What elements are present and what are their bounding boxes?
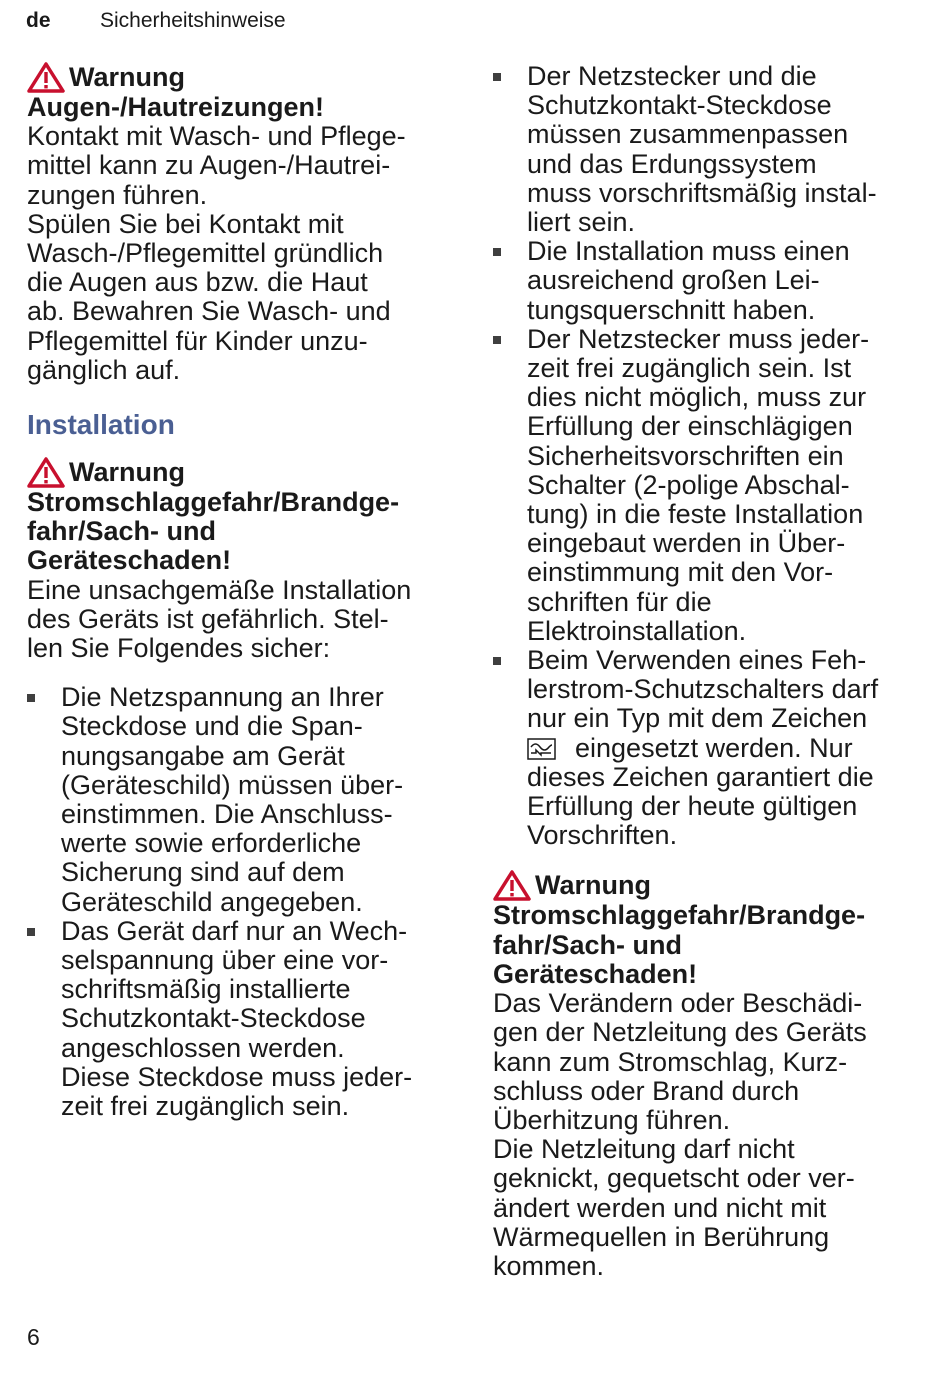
text-line: len Sie Folgendes sicher: bbox=[27, 633, 331, 664]
text-line: müssen zusammenpassen bbox=[527, 119, 849, 150]
text-line: Steckdose und die Span- bbox=[61, 711, 363, 742]
warning-body bbox=[27, 122, 467, 385]
text-line: Der Netzstecker muss jeder- bbox=[527, 323, 870, 354]
text-line: und das Erdungssystem bbox=[527, 148, 817, 179]
installation-list-left bbox=[27, 683, 467, 1121]
list-item bbox=[493, 237, 933, 325]
text-line: zungen führen. bbox=[27, 179, 208, 210]
right-column bbox=[493, 62, 933, 1281]
language-code: de bbox=[26, 9, 51, 32]
text-line: Kontakt mit Wasch- und Pflege- bbox=[27, 121, 406, 152]
text-line: selspannung über eine vor- bbox=[61, 945, 389, 976]
list-item bbox=[493, 646, 933, 850]
text-line: liert sein. bbox=[527, 207, 636, 238]
text-line: einstimmen. Die Anschluss- bbox=[61, 799, 393, 830]
warning-title-text: Warnung bbox=[69, 456, 185, 487]
text-line: fahr/Sach- und bbox=[493, 929, 683, 960]
text-line: angeschlossen werden. bbox=[61, 1032, 345, 1063]
text-line: Wärmequellen in Berührung bbox=[493, 1221, 830, 1252]
text-line: Das Gerät darf nur an Wech- bbox=[61, 915, 408, 946]
text-line: muss vorschriftsmäßig instal- bbox=[527, 177, 877, 208]
text-line: kann zum Stromschlag, Kurz- bbox=[493, 1046, 848, 1077]
text-line: Stromschlaggefahr/Brandge- bbox=[27, 487, 400, 518]
warning-electric-shock bbox=[27, 457, 467, 663]
installation-list-right bbox=[493, 62, 933, 850]
text-line: nungsangabe am Gerät bbox=[61, 740, 345, 771]
left-column bbox=[27, 62, 467, 1121]
page-number: 6 bbox=[27, 1324, 40, 1350]
text-line: ab. Bewahren Sie Wasch- und bbox=[27, 296, 391, 327]
text-line: zeit frei zugänglich sein. Ist bbox=[527, 353, 852, 384]
list-item bbox=[27, 683, 467, 917]
text-line: des Geräts ist gefährlich. Stel- bbox=[27, 603, 389, 634]
text-line: gänglich auf. bbox=[27, 354, 181, 385]
text-line: dieses Zeichen garantiert die bbox=[527, 761, 874, 792]
text-line: dies nicht möglich, muss zur bbox=[527, 382, 867, 413]
rcd-type-symbol-icon bbox=[527, 738, 571, 760]
warning-title bbox=[493, 870, 933, 901]
text-line: die Augen aus bzw. die Haut bbox=[27, 267, 368, 298]
text-line bbox=[527, 734, 933, 763]
text-line: Geräteschaden! bbox=[27, 545, 232, 576]
text-line: geknickt, gequetscht oder ver- bbox=[493, 1163, 855, 1194]
text-line: schluss oder Brand durch bbox=[493, 1075, 800, 1106]
text-line: tungsquerschnitt haben. bbox=[527, 294, 816, 325]
text-line: Stromschlaggefahr/Brandge- bbox=[493, 900, 866, 931]
text-line: fahr/Sach- und bbox=[27, 516, 217, 547]
text-line: tung) in die feste Installation bbox=[527, 499, 864, 530]
list-item bbox=[27, 917, 467, 1121]
text-line: werte sowie erforderliche bbox=[61, 828, 362, 859]
text-line: Schutzkontakt-Steckdose bbox=[527, 90, 832, 121]
text-line: Geräteschaden! bbox=[493, 958, 698, 989]
text-line: Überhitzung führen. bbox=[493, 1104, 731, 1135]
text-segment: eingesetzt werden. Nur bbox=[575, 732, 853, 763]
warning-power-cord bbox=[493, 870, 933, 1281]
text-line: einstimmung mit den Vor- bbox=[527, 557, 834, 588]
text-line: Pflegemittel für Kinder unzu- bbox=[27, 325, 368, 356]
text-line: Vorschriften. bbox=[527, 820, 678, 851]
text-line: Die Netzspannung an Ihrer bbox=[61, 682, 384, 713]
text-line: Der Netzstecker und die bbox=[527, 61, 817, 91]
text-line: Sicherheitsvorschriften ein bbox=[527, 440, 844, 471]
text-line: Erfüllung der einschlägigen bbox=[527, 411, 853, 442]
text-line: Beim Verwenden eines Feh- bbox=[527, 645, 867, 676]
section-title-installation: Installation bbox=[27, 409, 175, 441]
text-line: Geräteschild angegeben. bbox=[61, 886, 363, 917]
warning-subtitle bbox=[493, 901, 933, 989]
text-line: Eine unsachgemäße Installation bbox=[27, 574, 412, 605]
text-line: Die Netzleitung darf nicht bbox=[493, 1134, 795, 1165]
text-line: gen der Netzleitung des Geräts bbox=[493, 1017, 867, 1048]
page-header bbox=[26, 8, 286, 34]
warning-triangle-icon bbox=[493, 870, 531, 901]
text-line: Diese Steckdose muss jeder- bbox=[61, 1061, 413, 1092]
warning-triangle-icon bbox=[27, 62, 65, 93]
warning-title-text: Warnung bbox=[69, 61, 185, 92]
warning-subtitle bbox=[27, 488, 467, 576]
text-line: zeit frei zugänglich sein. bbox=[61, 1091, 350, 1122]
warning-body bbox=[27, 576, 467, 664]
text-line: Das Verändern oder Beschädi- bbox=[493, 988, 863, 1019]
warning-title bbox=[27, 457, 467, 488]
text-line: Elektroinstallation. bbox=[527, 615, 747, 646]
text-line: schriftsmäßig installierte bbox=[61, 974, 351, 1005]
text-line: (Geräteschild) müssen über- bbox=[61, 769, 404, 800]
warning-title-text: Warnung bbox=[535, 870, 651, 901]
text-line: Schalter (2-polige Abschal- bbox=[527, 469, 850, 500]
warning-triangle-icon bbox=[27, 457, 65, 488]
text-line: mittel kann zu Augen-/Hautrei- bbox=[27, 150, 391, 181]
text-line: eingebaut werden in Über- bbox=[527, 528, 846, 559]
text-line: ausreichend großen Lei- bbox=[527, 265, 820, 296]
text-line: lerstrom-Schutzschalters darf bbox=[527, 674, 879, 705]
warning-eye-skin bbox=[27, 62, 467, 385]
list-item bbox=[493, 62, 933, 237]
text-line: schriften für die bbox=[527, 586, 712, 617]
text-line: kommen. bbox=[493, 1250, 605, 1281]
warning-title bbox=[27, 62, 467, 93]
section-label: Sicherheitshinweise bbox=[100, 9, 286, 32]
list-item bbox=[493, 325, 933, 646]
text-line: Die Installation muss einen bbox=[527, 236, 850, 267]
text-line: Sicherung sind auf dem bbox=[61, 857, 345, 888]
text-line: ändert werden und nicht mit bbox=[493, 1192, 827, 1223]
warning-subtitle: Augen-/Hautreizungen! bbox=[27, 92, 324, 122]
text-line: Wasch-/Pflegemittel gründlich bbox=[27, 238, 384, 269]
text-line: Spülen Sie bei Kontakt mit bbox=[27, 208, 344, 239]
warning-body bbox=[493, 989, 933, 1281]
text-line: nur ein Typ mit dem Zeichen bbox=[527, 703, 868, 734]
text-line: Schutzkontakt-Steckdose bbox=[61, 1003, 366, 1034]
text-line: Erfüllung der heute gültigen bbox=[527, 791, 858, 822]
